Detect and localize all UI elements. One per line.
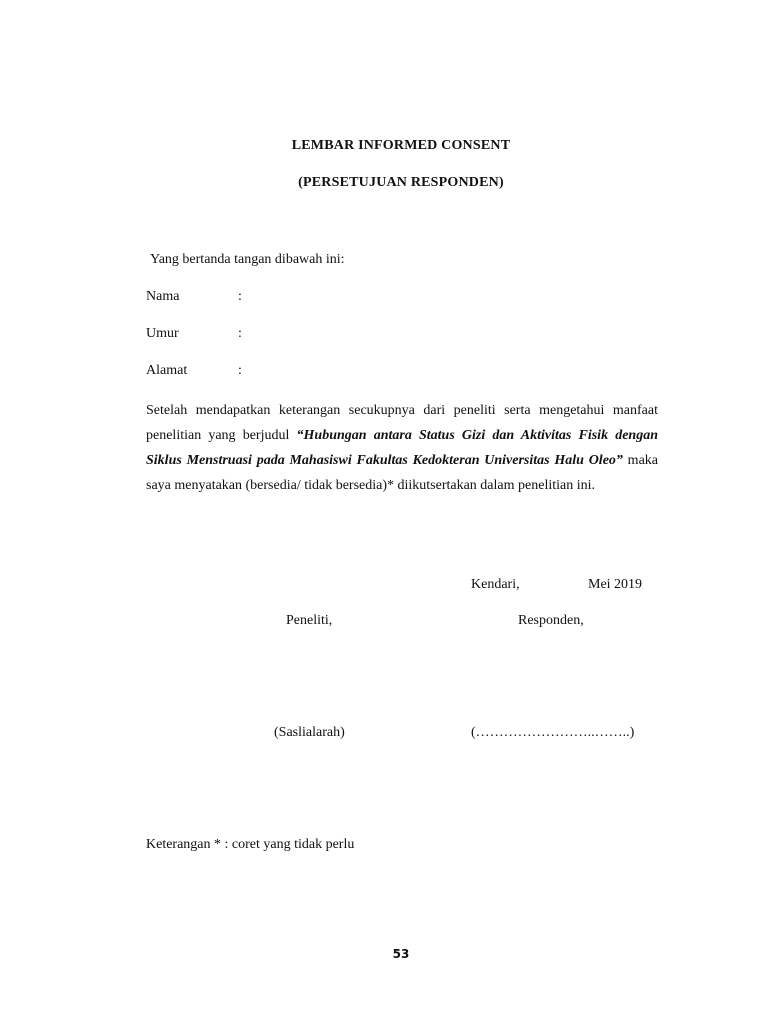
document-title: LEMBAR INFORMED CONSENT (291, 138, 511, 153)
researcher-label: Peneliti, (286, 613, 333, 628)
intro-text: Yang bertanda tangan dibawah ini: (150, 252, 345, 267)
signing-place: Kendari, (471, 577, 520, 592)
document-subtitle: (PERSETUJUAN RESPONDEN) (298, 175, 504, 190)
respondent-signature-blank: (……………………..……..) (471, 725, 635, 740)
field-label-nama: Nama (146, 289, 180, 304)
consent-statement (146, 398, 658, 498)
statement-text-end: maka saya menyatakan (bersedia/ tidak bersedia)* diikutsertakan dalam penelitian ini. (146, 453, 658, 493)
field-separator-alamat: : (238, 363, 242, 378)
page-number: 53 (392, 947, 410, 961)
footnote: Keterangan * : coret yang tidak perlu (146, 837, 355, 852)
statement-text-start: Setelah mendapatkan keterangan secukupnya dari peneliti serta mengetahui manfaat penelitian yang berjudul (146, 403, 658, 443)
signing-date: Mei 2019 (588, 577, 643, 592)
field-label-umur: Umur (146, 326, 179, 341)
field-label-alamat: Alamat (146, 363, 188, 378)
research-title: “Hubungan antara Status Gizi dan Aktivitas Fisik dengan Siklus Menstruasi pada Mahasiswi Fakultas Kedokteran Universitas Halu Oleo” (146, 428, 658, 468)
researcher-name: (Saslialarah) (274, 725, 345, 740)
respondent-label: Responden, (518, 613, 584, 628)
field-separator-nama: : (238, 289, 242, 304)
field-separator-umur: : (238, 326, 242, 341)
